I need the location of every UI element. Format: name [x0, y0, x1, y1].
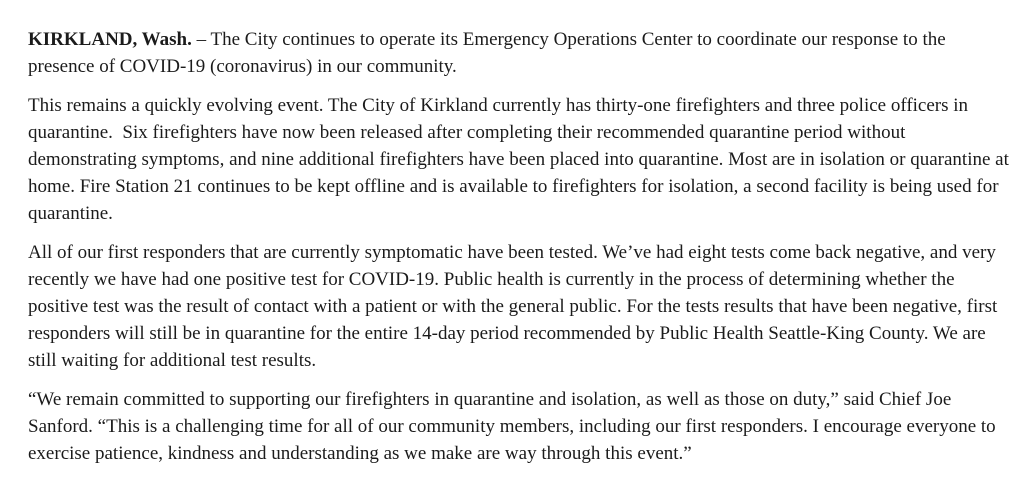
paragraph-dateline-text: – The City continues to operate its Emergency Operations Center to coordinate our response to the presence of COVID-19 (coronavirus) in our community. [28, 29, 951, 77]
paragraph-test-results: All of our first responders that are currently symptomatic have been tested. We’ve had eight tests come back negative, and very recently we have had one positive test for COVID-19. Public health is currently in the process of determining whether the positive test was the result of contact with a patient or with the general public. For the tests results that have been negative, first responders will still be in quarantine for the entire 14-day period recommended by Public Health Seattle-King County. We are still waiting for additional test results. [28, 242, 1003, 371]
paragraph-dateline [28, 26, 1013, 80]
dateline-bold: KIRKLAND, Wash. [28, 29, 192, 50]
paragraph-chief-quote: “We remain committed to supporting our firefighters in quarantine and isolation, as well as those on duty,” said Chief Joe Sanford. “This is a challenging time for all of our community members, including our first responders. I encourage everyone to exercise patience, kindness and understanding as we make are way through this event.” [28, 389, 1001, 464]
paragraph-quarantine-status: This remains a quickly evolving event. The City of Kirkland currently has thirty-one firefighters and three police officers in quarantine. Six firefighters have now been released after completing their recommended quarantine period without demonstrating symptoms, and nine additional firefighters have been placed into quarantine. Most are in isolation or quarantine at home. Fire Station 21 continues to be kept offline and is available to firefighters for isolation, a second facility is being used for quarantine. [28, 95, 1014, 224]
